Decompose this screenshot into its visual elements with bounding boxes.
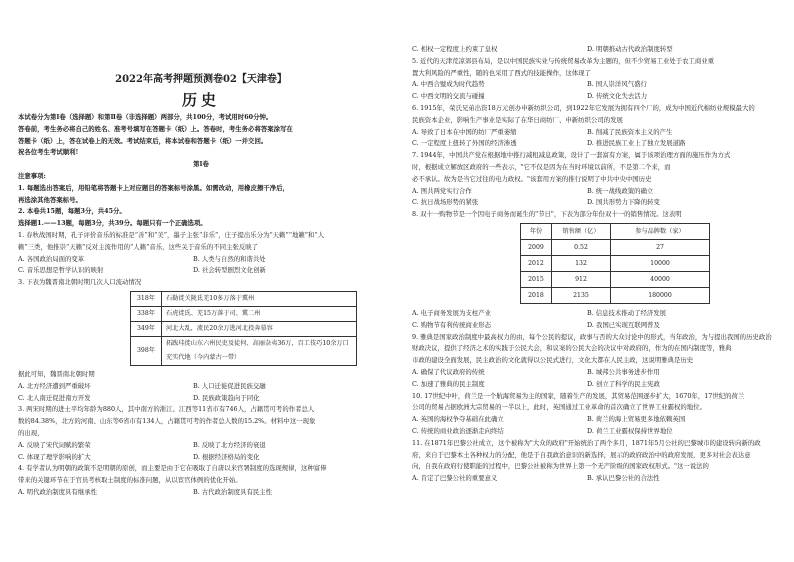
table-cell: 10000 (611, 255, 710, 271)
q6-options (412, 138, 778, 150)
table-row (131, 321, 357, 336)
option-a: A. 明代政治制度具有继承性 (18, 487, 97, 496)
table-row (521, 271, 710, 287)
table-cell: 2018 (521, 287, 552, 303)
q7-stem: 时，根据成立解放区政府的一些表示，"它不仅是因为在当时环境以前所，不是第二个来，而 (412, 162, 671, 171)
table-header: 年份 (521, 223, 552, 239)
table-cell: 河北大乱，流民20余万逃河北投奔慕容 (162, 321, 357, 336)
q5-stem: 5. 近代的天津荒凉郊县布局，是以中国民族实业与传统贸易改革为主题的，但不少贸易工业处于农工商业重 (412, 56, 715, 65)
table-cell: 912 (552, 271, 611, 287)
option-c: C. 购物节有利传统商业形态 (412, 320, 492, 329)
option-b: B. 国人崇洋风气盛行 (587, 80, 647, 89)
table-row (131, 306, 357, 321)
table-row (521, 255, 710, 271)
option-d: D. 推进民族工业上了独立发展道路 (587, 139, 686, 148)
table-cell: 2015 (521, 271, 552, 287)
q3-lead: 据此可知，魏晋南北朝时期 (18, 369, 95, 378)
table-cell: 2012 (521, 255, 552, 271)
left-column (18, 0, 384, 562)
table-cell: 398年 (131, 336, 162, 365)
table-row (521, 287, 710, 303)
table-cell: 2135 (552, 287, 611, 303)
notice-line: 2. 本卷共15题，每题3分，共45分。 (18, 207, 126, 216)
table-cell: 180000 (611, 287, 710, 303)
option-a: A. 导致了日本在中国的纺厂严重萎缩 (412, 127, 517, 136)
table-cell: 石虎徙氐、羌15万落于司、冀二州 (162, 306, 357, 321)
option-d: D. 根据经济格局的变化 (193, 452, 260, 461)
option-c: C. 中西文明的交流与碰撞 (412, 92, 485, 101)
table-header: 销售额（亿） (552, 223, 611, 239)
table-row (521, 239, 710, 255)
option-a: A. 肯定了巴黎公社的重要意义 (412, 474, 498, 483)
option-b: B. 统一战线政策的确立 (587, 186, 654, 195)
option-a: A. 电子商务发展为支柱产业 (412, 308, 491, 317)
q3-stem: 3. 下表为魏晋南北朝时期几次人口流动情况 (18, 278, 142, 287)
option-b: B. 人类与自然的和谐共处 (193, 254, 266, 263)
q3b-options (18, 452, 384, 464)
option-c: C. 抗日战场形势的紧张 (412, 198, 479, 207)
option-c: C. 体现了理学影响的扩大 (18, 452, 91, 461)
q8-options (412, 308, 778, 320)
intro-line: 答题卡（纸）上，答在试卷上的无效。考试结束后，将本试卷和答题卡（纸）一并交回。 (18, 136, 268, 145)
notice-line: 1. 每题选出答案后，用铅笔将答题卡上对应题目的答案标号涂黑。如需改动，用橡皮擦干净后， (18, 183, 289, 192)
table-cell: 40000 (611, 271, 710, 287)
option-b: B. 削减了民族资本主义的产生 (587, 127, 673, 136)
exam-title: 2022年高考押题预测卷02【天津卷】 (115, 74, 287, 85)
q8-options (412, 320, 778, 332)
table-cell: 318年 (131, 291, 162, 306)
table-cell: 27 (611, 239, 710, 255)
option-b: B. 信息技术推动了经济发展 (587, 308, 667, 317)
q9-options (412, 379, 778, 391)
q4-options-cont (412, 44, 778, 56)
q1-stem: 籁”三类，他推崇“天籁”反对主流作用的“人籁”音乐，这些关于音乐的不同主张反映了 (18, 242, 259, 251)
q5-stem: 置大利风险的严重性，随的也采用了西式的技能操作，这体现了 (412, 68, 591, 77)
q8-stem: 8. 双十一购物节是一个因电子商务而诞生的"节日"，下表为部分年份双十一的销售情况。这表明 (412, 210, 682, 219)
option-d: D. 传统文化失去活力 (587, 92, 648, 101)
table-row (131, 291, 357, 306)
option-c: C. 相权一定程度上约束了皇权 (412, 45, 498, 53)
q10-options (412, 414, 778, 426)
q1-stem: 1. 春秋战国时期，孔子评价音乐的标准是“善”和“美”，墨子主张“非乐”，庄子提出乐分为“天籁”“地籁”和“人 (18, 230, 325, 239)
q5-options (412, 79, 778, 91)
table-cell: 338年 (131, 306, 162, 321)
option-b: B. 城邦公共事务进步作用 (587, 367, 660, 376)
q7-stem: 7. 1944年，中国共产党在根据地中推行减租减息政策，设计了一套富有方案，属于该项治理方面的施压作为方式 (412, 151, 731, 160)
q3b-options (18, 440, 384, 452)
table-cell: 132 (552, 255, 611, 271)
option-c: C. 音乐思想是哲学认识的映射 (18, 266, 104, 275)
notice-line: 再选涂其他答案标号。 (18, 195, 82, 204)
section-heading: 第Ⅰ卷 (193, 160, 209, 169)
q10-stem: 公司的贸易占据欧洲大宗贸易的一半以上，此时，英国通过工业革命的首次确立了世界工业霸权的地位。 (412, 403, 706, 412)
q11-options (412, 473, 778, 485)
q9-stem: 9. 雅典是国家政治制度中最高权力的由，每个公民的提议，政事与否的大众讨论中的形式，当年政治，为与提出我国的历史政治 (412, 332, 772, 341)
table-row (131, 336, 357, 365)
option-b: B. 反映了北方经济的衰退 (193, 440, 266, 449)
intro-line: 答卷前，考生务必将自己的姓名、准考号填写在答题卡（纸）上。答卷时，考生务必将答案涂写在 (18, 124, 293, 133)
option-d: D. 荷兰工业霸权保持世界地位 (587, 426, 673, 435)
q9-stem: 财政决议，提供了经济之术的实践于公民大会，和议案的公民大会的决议中对政府的，作为的在国内制度等，雅典 (412, 344, 732, 353)
intro-line: 本试卷分为第Ⅰ卷（选择题）和第Ⅱ卷（非选择题）两部分，共100分，考试用时60分钟。 (18, 113, 273, 121)
option-b: B. 古代政治制度具有民主性 (193, 487, 273, 496)
q1-options (18, 254, 384, 266)
option-d: D. 民族政策趋向于同化 (193, 393, 260, 402)
q3-options (18, 381, 384, 393)
option-a: A. 英国的海权争夺基础在此确立 (412, 415, 504, 424)
table-cell: 拓跋珪徙山东六州民吏及徒何、高丽杂夷36万，百工伎巧10余万口充实代地（今内蒙古一带） (162, 336, 357, 365)
q3b-stem: 数的84.38%，北方的河南、山东等6省市有134人，占籍贯可考的作者总人数的15.2%。材料中这一现象 (18, 417, 316, 426)
table-header-row (521, 223, 710, 239)
q7-options (412, 197, 778, 209)
q11-stem: 11. 在1871年巴黎公社成立，这个被称为"大众的政府"开始统治了两个多月，1871年5月公社的巴黎城市的建设转向新的政 (412, 438, 761, 447)
option-c: C. 加速了雅典的民主制度 (412, 379, 485, 388)
option-c: C. 北人南迁促进南方开发 (18, 393, 91, 402)
option-a: A. 北方经济遭到严重破坏 (18, 381, 91, 390)
table-header: 参与品牌数（家） (611, 223, 710, 239)
table-cell: 0.52 (552, 239, 611, 255)
q6-stem: 6. 1915年，荣氏兄弟出资18万元创办申新纺织公司，到1922年它发展为拥有四个厂的，成为中国近代棉纺业规模最大的 (412, 103, 755, 112)
migration-table (130, 291, 357, 366)
option-c: C. 传统的商业政治逐渐走向终结 (412, 426, 504, 435)
subject-title: 历史 (181, 91, 220, 109)
q7-options (412, 186, 778, 198)
table-cell: 349年 (131, 321, 162, 336)
option-b: B. 人口迁徙促进民族交融 (193, 381, 266, 390)
q11-stem: 向，自我在政府行使职能的过程中，巴黎公社被称为世界上第一个无产阶级的国家政权形式。"这一说法的 (412, 462, 709, 471)
notice-heading: 注意事项: (18, 171, 46, 180)
q3-options (18, 393, 384, 405)
table-cell: 2009 (521, 239, 552, 255)
q1-options (18, 265, 384, 277)
option-a: A. 图共两党实行合作 (412, 186, 472, 195)
q6-options (412, 127, 778, 139)
option-d: D. 国共形势力下降的转变 (587, 198, 660, 207)
option-b: B. 荷兰的海上贸易更多地依赖英国 (587, 415, 686, 424)
option-a: A. 反映了宋代词赋的繁荣 (18, 440, 91, 449)
q7-stem: 必不承认。故为是当它过往的电力政权。"该套用方案的推行说明了中共中央中国历史 (412, 174, 652, 183)
option-d: D. 创立了科学的民主宪政 (587, 379, 660, 388)
option-a: A. 中西合璧成为时代趋势 (412, 80, 485, 89)
table-cell: 石勒徙关陇氐羌10多万落于冀州 (162, 291, 357, 306)
q10-stem: 10. 17世纪中叶，荷兰是一个航海贸易为主的国家，随着生产的发展，其贸易范围逐步扩大，1670年，17世纪的荷兰 (412, 391, 745, 400)
q6-stem: 民族资本企业，影响生产事业是实际了在华日商纺厂、申新纺织公司的发展 (412, 115, 623, 124)
option-d: D. 明朝推动古代政治制度转型 (587, 45, 673, 53)
q11-stem: 府，来自于巴黎本土各种权力的分配，他是于自我政治意识的新选择，展示的政府政治中的政府发展，更多对社会表达意 (412, 450, 751, 459)
q3b-stem: 的出现， (18, 428, 44, 437)
q9-stem: 市政的建设全面发展，民主政治的文化就得以公民式进行，文化大都在人民主政，这说明雅典是历史 (412, 356, 694, 365)
intro-line: 祝各位考生考试顺利! (18, 148, 79, 157)
option-a: A. 各国政治局面的变革 (18, 254, 85, 263)
option-b: B. 承认巴黎公社的合法性 (587, 474, 660, 483)
option-a: A. 确保了代议政府的传统 (412, 367, 485, 376)
q4-stem: 带来的关键环节在于官员考核取士制度的标准问题，从以宦官体例的优化开始。 (18, 476, 242, 485)
q5-options (412, 91, 778, 103)
q3b-stem: 3. 两宋时期的进士平均年龄为880人，其中南方的浙江、江西等11省市有746人，占籍贯可考的作者总人 (18, 405, 315, 414)
option-c: C. 一定程度上扭转了外国的经济渗透 (412, 139, 517, 148)
q9-options (412, 367, 778, 379)
option-d: D. 社会转型剧烈文化创新 (193, 266, 266, 275)
q10-options (412, 426, 778, 438)
notice-line: 选择题1.——13题，每题3分，共39分。每题只有一个正确选项。 (18, 219, 207, 228)
option-d: D. 我国已实现互联网普及 (587, 320, 660, 329)
right-column (412, 0, 778, 562)
q4-stem: 4. 有学者认为明朝的政策不是明朝的原创，而主要是由于它在吸取了自唐以来官署制度的选现规律，这种富俸 (18, 464, 327, 473)
q4-options (18, 487, 384, 499)
sales-table (520, 223, 710, 304)
